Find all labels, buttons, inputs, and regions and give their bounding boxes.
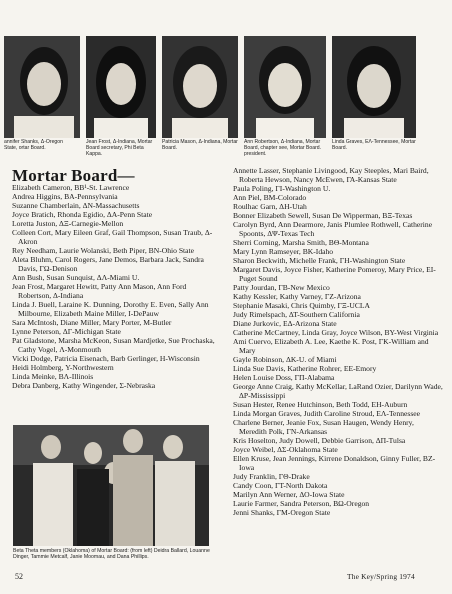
member-entry: Debra Danberg, Kathy Wingender, Σ-Nebraska <box>12 381 156 390</box>
member-entry: Stephanie Masaki, Chris Quimby, ΓΞ-UCLA <box>233 301 371 310</box>
member-entry: Ann Piel, BM-Colorado <box>233 193 307 202</box>
member-entry: Aleta Bluhm, Carol Rogers, Jane Demos, Barbara Jack, Sandra Davis, ΓΩ-Denison <box>12 255 204 273</box>
publication-footer: The Key/Spring 1974 <box>347 572 415 581</box>
portrait-caption: Ann Robertson, Δ-Indiana, Mortar Board, chapter see, Mortar Board. president. <box>244 139 322 157</box>
member-entry: Kris Hoselton, Judy Dowell, Debbie Garrison, ΔΠ-Tulsa <box>233 436 406 445</box>
member-entry: Bonner Elizabeth Sewell, Susan De Wipperman, BΞ-Texas <box>233 211 413 220</box>
member-entry: Colleen Cort, Mary Eileen Graf, Gail Thompson, Susan Traub, Δ-Akron <box>12 228 213 246</box>
page-number: 52 <box>15 572 23 581</box>
member-entry: Susan Hester, Renee Hutchinson, Beth Todd, ΕΗ-Auburn <box>233 400 408 409</box>
member-entry: Catherine McCartney, Linda Gray, Joyce Wilson, BΥ-West Virginia <box>233 328 439 337</box>
member-entry: Candy Coon, ΓΤ-North Dakota <box>233 481 328 490</box>
member-entry: Sharon Beckwith, Michelle Frank, ΓΗ-Washington State <box>233 256 406 265</box>
portrait-photo <box>86 36 156 138</box>
member-entry: Andrea Higgins, BA-Pennsylvania <box>12 192 118 201</box>
member-entry: Paula Poling, ΓΙ-Washington U. <box>233 184 331 193</box>
portrait-photo <box>162 36 238 138</box>
member-entry: Linda Meinke, BΛ-Illinois <box>12 372 94 381</box>
member-entry: Judy Franklin, ΓΘ-Drake <box>233 472 310 481</box>
portrait-photo <box>4 36 80 138</box>
member-entry: Roulhac Garn, ΔΗ-Utah <box>233 202 307 211</box>
member-entry: Joyce Weibel, ΔΣ-Oklahoma State <box>233 445 338 454</box>
member-entry: Loretta Juston, ΔΞ-Carnegie-Mellon <box>12 219 124 228</box>
member-entry: Marilyn Ann Werner, ΔΟ-Iowa State <box>233 490 345 499</box>
member-entry: Charlene Berner, Jeanie Fox, Susan Haugen, Wendy Henry, Meredith Polk, ΓΝ-Arkansas <box>233 418 414 436</box>
member-entry: Carolyn Byrd, Ann Dearmore, Janis Plumlee Rothwell, Catherine Spoonts, ΔΨ-Texas Tech <box>233 220 433 238</box>
member-entry: Vicki Dodge, Patricia Eisenach, Barb Gerlinger, Η-Wisconsin <box>12 354 200 363</box>
left-column <box>12 183 218 390</box>
member-entry: Diane Jurkovic, ΕΔ-Arizona State <box>233 319 337 328</box>
member-entry: Lynne Peterson, ΔΓ-Michigan State <box>12 327 121 336</box>
member-entry: Mary Lynn Ramseyer, BΚ-Idaho <box>233 247 334 256</box>
member-entry: Judy Rimelspach, ΔΤ-Southern California <box>233 310 360 319</box>
right-column <box>233 166 443 517</box>
member-entry: Jenni Shanks, ΓΜ-Oregon State <box>233 508 331 517</box>
member-entry: Ann Bush, Susan Sunquist, ΔΛ-Miami U. <box>12 273 140 282</box>
group-photo <box>13 425 209 546</box>
member-entry: Joyce Bratich, Rhonda Egidio, ΔA-Penn State <box>12 210 153 219</box>
portrait-caption: annifer Shanks, Δ-Oregon State, ortar Board. <box>4 139 63 151</box>
group-photo-caption: Beta Theta members (Oklahoma) of Mortar Board: (from left) Deidra Ballard, Louanne Dinger, Tammie Metcalf, Janie Moomau, and Dana Phillips. <box>13 548 210 561</box>
section-title: Mortar Board— <box>12 166 135 185</box>
member-entry: Sherri Corning, Marsha Smith, BΘ-Montana <box>233 238 369 247</box>
member-entry: Margaret Davis, Joyce Fisher, Katherine Pomeroy, Mary Price, ΕΙ-Puget Sound <box>233 265 436 283</box>
member-entry: Elizabeth Cameron, BB¹-St. Lawrence <box>12 183 130 192</box>
portrait-photo <box>244 36 326 138</box>
member-entry: Pat Gladstone, Marsha McKeon, Susan Mardjetke, Sue Prochaska, Cathy Vogel, Λ-Monmouth <box>12 336 215 354</box>
member-entry: Patty Jourdan, ΓΒ-New Mexico <box>233 283 330 292</box>
member-entry: Jean Frost, Margaret Hewitt, Patty Ann Mason, Ann Ford Robertson, Δ-Indiana <box>12 282 187 300</box>
member-entry: Linda J. Buell, Laraine K. Dunning, Dorothy E. Even, Sally Ann Milbourne, Elizabeth Maine Miller, Ι-DePauw <box>12 300 209 318</box>
member-entry: Ellen Kruse, Jean Jennings, Kirrene Donaldson, Ginny Fuller, BΖ-Iowa <box>233 454 436 472</box>
member-entry: Helen Louise Doss, ΓΠ-Alabama <box>233 373 335 382</box>
member-entry: George Anne Craig, Kathy McKellar, LaRand Ozier, Darilynn Wade, ΔΡ-Mississippi <box>233 382 443 400</box>
member-entry: Annette Lasser, Stephanie Livingood, Kay Steeples, Mari Baird, Roberta Hewson, Nancy McEwen, ΓΑ-Kansas State <box>233 166 429 184</box>
member-entry: Linda Morgan Graves, Judith Caroline Stroud, ΕΛ-Tennessee <box>233 409 421 418</box>
member-entry: Laurie Farmer, Sandra Peterson, BΩ-Oregon <box>233 499 370 508</box>
portrait-row <box>4 36 448 138</box>
member-entry: Gayle Robinson, ΔΚ-U. of Miami <box>233 355 337 364</box>
member-entry: Sara McIntosh, Diane Miller, Mary Porter, M-Butler <box>12 318 172 327</box>
member-entry: Ami Cuervo, Elizabeth A. Lee, Kaethe K. Post, ΓΚ-William and Mary <box>233 337 429 355</box>
member-entry: Kathy Kessler, Kathy Varney, ΓΖ-Arizona <box>233 292 361 301</box>
portrait-caption: Patricia Mason, Δ-Indiana, Mortar Board. <box>162 139 238 151</box>
portrait-caption: Linda Graves, ΕΛ-Tennessee, Mortar Board. <box>332 139 416 151</box>
portrait-captions <box>4 139 448 163</box>
member-entry: Heidi Holmberg, Υ-Northwestern <box>12 363 114 372</box>
member-entry: Rey Needham, Laurie Wolanski, Beth Piper, BN-Ohio State <box>12 246 195 255</box>
member-entry: Linda Sue Davis, Katherine Rohrer, ΕΕ-Emory <box>233 364 377 373</box>
portrait-photo <box>332 36 416 138</box>
member-entry: Suzanne Chamberlain, ΔN-Massachusetts <box>12 201 140 210</box>
portrait-caption: Jean Frost, Δ-Indiana, Mortar Board secretary, Phi Beta Kappa. <box>86 139 153 157</box>
